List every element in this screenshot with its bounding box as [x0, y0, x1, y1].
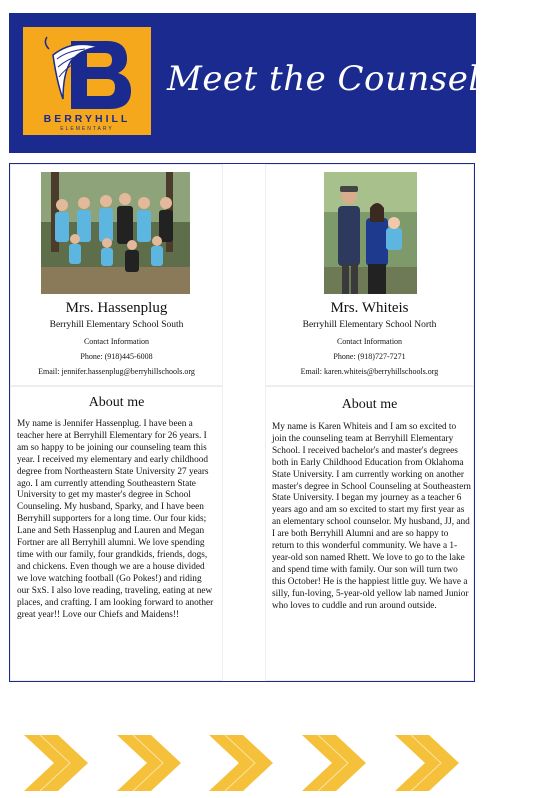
chevron-arrow-icon	[395, 735, 459, 791]
counselor-email[interactable]: Email: karen.whiteis@berryhillschools.org	[300, 367, 439, 376]
header-banner	[9, 13, 535, 153]
counselors-card	[9, 163, 475, 682]
counselor-bio: My name is Karen Whiteis and I am so excited to join the counseling team at Berryhill Elementary School. I received bachelor's and master's degrees both in Early Childhood Education from Oklahoma State University. I am currently working on another master's degree in School Counseling at Southeastern State University. I began my journey as a teacher 6 years ago and am so excited to start my first year as an elementary school counselor. My husband, JJ, and I are both Berryhill Alumni and are so happy to return to this wonderful community. We have a 1-year-old son named Rhett. We love to go to the lake and spend time with family. Our son will turn two this October! He is the happiest little guy. We have a silly, fun-loving, 5-year-old yellow lab named Junior who loves to cuddle and run around outside.	[272, 422, 471, 611]
counselor-name: Mrs. Whiteis	[330, 300, 409, 316]
chevron-arrow-icon	[302, 735, 366, 791]
contact-label: Contact Information	[83, 337, 150, 346]
berryhill-logo	[23, 27, 151, 135]
counselor-school: Berryhill Elementary School South	[49, 320, 184, 330]
counselor-phone: Phone: (918)727-7271	[333, 352, 406, 361]
page-title: Meet the Counselors	[167, 59, 535, 99]
about-heading: About me	[341, 397, 398, 412]
family-photo-hassenplug	[41, 172, 190, 294]
logo-wordmark: BERRYHILL	[43, 113, 131, 125]
counselor-bio: My name is Jennifer Hassenplug. I have been a teacher here at Berryhill Elementary for 26 years. I am so happy to be joining our counseling team this year. I received my elementary and early childhood degree from Northeastern State University 27 years ago. I am currently attending Southeastern State University to get my master's degree in School Counseling. My husband, Sparky, and I have been Berryhill supporters for a long time. Our four kids; Lane and Seth Hassenplug and Lauren and Megan Fortner are all Berryhill alumni. We love spending time with our family, four grandkids, friends, dogs, and chickens. Even though we are a house divided we love watching football (Go Pokes!) and riding our SxS. I also love reading, traveling, eating at new places, and crafting. I am looking forward to another great year!! Love our Chiefs and Maidens!!	[17, 419, 214, 620]
logo-subtitle: ELEMENTARY	[60, 126, 114, 132]
chevron-arrow-icon	[209, 735, 273, 791]
counselor-school: Berryhill Elementary School North	[302, 320, 437, 330]
counselor-phone: Phone: (918)445-6008	[80, 352, 153, 361]
chevron-arrow-icon	[24, 735, 88, 791]
chevron-arrow-icon	[117, 735, 181, 791]
counselor-email[interactable]: Email: jennifer.hassenplug@berryhillschools.org	[38, 367, 195, 376]
about-heading: About me	[88, 395, 145, 410]
footer-chevron-row	[0, 733, 486, 793]
contact-label: Contact Information	[336, 337, 403, 346]
counselor-name: Mrs. Hassenplug	[65, 300, 168, 316]
family-photo-whiteis	[324, 172, 417, 294]
